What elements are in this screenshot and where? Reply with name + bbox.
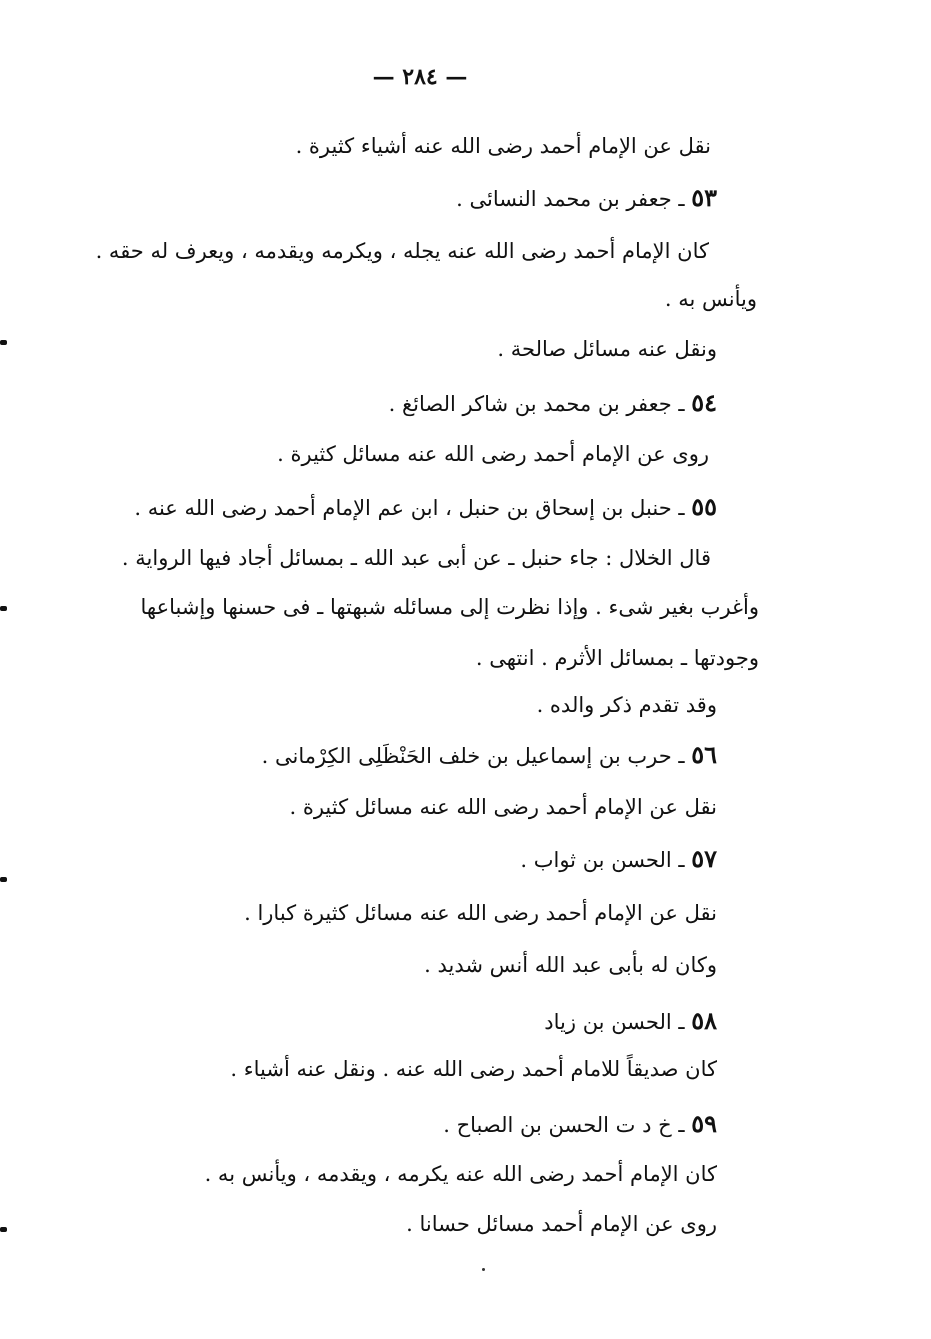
line-text: كان الإمام أحمد رضى الله عنه يكرمه ، ويقدمه ، ويأنس به . (204, 1162, 717, 1186)
text-line (230, 1054, 717, 1084)
line-text: نقل عن الإمام أحمد رضى الله عنه أشياء كثيرة . (295, 134, 711, 158)
text-line (289, 792, 717, 822)
text-line (205, 1159, 717, 1189)
entry-title: ـ جعفر بن محمد بن شاكر الصائغ . (388, 392, 692, 416)
text-line (665, 284, 757, 314)
entry-number: ٥٤ (691, 388, 717, 417)
text-line (424, 950, 717, 980)
line-text: روى عن الإمام أحمد رضى الله عنه مسائل كثيرة . (277, 442, 709, 466)
page-number: — ٢٨٤ — (372, 64, 468, 90)
text-line (296, 131, 711, 161)
entry-number: ٥٥ (691, 492, 717, 521)
line-text: ونقل عنه مسائل صالحة . (497, 337, 717, 361)
entry-heading-58 (544, 1006, 717, 1037)
line-text: نقل عن الإمام أحمد رضى الله عنه مسائل كثيرة كبارا . (244, 901, 717, 925)
text-line (497, 334, 717, 364)
entry-number: ٥٦ (691, 740, 717, 769)
entry-title: ـ خ د ت الحسن بن الصباح . (443, 1113, 692, 1137)
entry-heading-59 (443, 1109, 717, 1140)
entry-title: ـ جعفر بن محمد النسائى . (456, 187, 692, 211)
entry-number: ٥٨ (691, 1006, 717, 1035)
entry-heading-57 (520, 844, 717, 875)
text-line (244, 898, 717, 928)
text-line (406, 1209, 717, 1239)
text-line (96, 236, 709, 266)
entry-heading-54 (389, 388, 717, 419)
entry-number: ٥٧ (691, 844, 717, 873)
text-line (476, 643, 759, 673)
entry-number: ٥٩ (691, 1109, 717, 1138)
text-line (141, 592, 760, 622)
scan-mark (0, 340, 7, 345)
entry-title: ـ الحسن بن ثواب . (520, 848, 692, 872)
scan-mark (0, 1227, 7, 1232)
line-text: وأغرب بغير شىء . وإذا نظرت إلى مسائله شبهتها ـ فى حسنها وإشباعها (140, 595, 759, 619)
entry-title: ـ حرب بن إسماعيل بن خلف الحَنْظَلِى الكِرْمانى . (261, 744, 692, 768)
line-text: روى عن الإمام أحمد مسائل حسانا . (406, 1212, 717, 1236)
line-text: وجودتها ـ بمسائل الأثرم . انتهى . (475, 646, 759, 670)
entry-number: ٥٣ (691, 183, 717, 212)
scan-mark (0, 606, 7, 611)
entry-heading-53 (456, 183, 717, 214)
scan-speck (482, 1268, 485, 1271)
scan-mark (0, 877, 7, 882)
line-text: نقل عن الإمام أحمد رضى الله عنه مسائل كثيرة . (289, 795, 717, 819)
line-text: كان الإمام أحمد رضى الله عنه يجله ، ويكرمه ويقدمه ، ويعرف له حقه . (95, 239, 709, 263)
line-text: كان صديقاً للامام أحمد رضى الله عنه . ونقل عنه أشياء . (230, 1057, 717, 1081)
line-text: وقد تقدم ذكر والده . (536, 693, 717, 717)
text-line (122, 543, 711, 573)
entry-title: ـ الحسن بن زياد (544, 1010, 692, 1034)
entry-title: ـ حنبل بن إسحاق بن حنبل ، ابن عم الإمام أحمد رضى الله عنه . (134, 496, 692, 520)
entry-heading-55 (134, 492, 717, 523)
line-text: ويأنس به . (664, 287, 757, 311)
line-text: قال الخلال : جاء حنبل ـ عن أبى عبد الله ـ بمسائل أجاد فيها الرواية . (121, 546, 711, 570)
text-line (277, 439, 709, 469)
line-text: وكان له بأبى عبد الله أنس شديد . (424, 953, 717, 977)
text-line (537, 690, 717, 720)
entry-heading-56 (262, 740, 717, 771)
